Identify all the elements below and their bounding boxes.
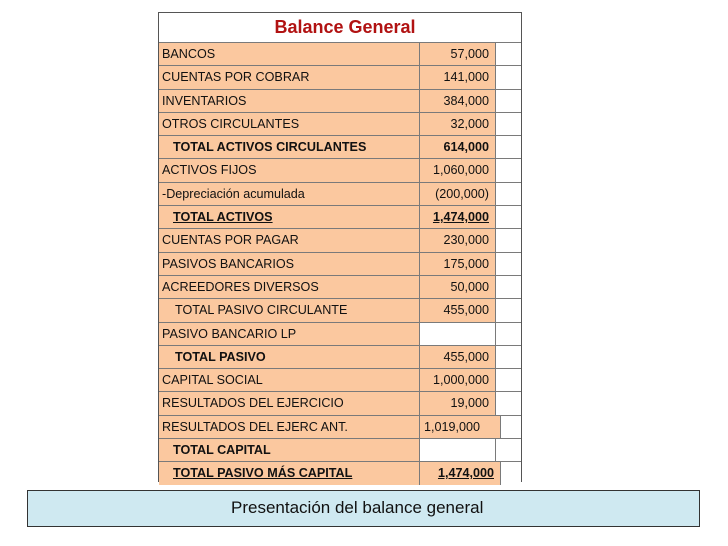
table-row xyxy=(159,89,521,112)
row-blank xyxy=(496,253,521,275)
table-row xyxy=(159,368,521,391)
row-value xyxy=(420,206,496,228)
row-label: BANCOS xyxy=(159,43,420,65)
row-label: TOTAL PASIVO CIRCULANTE xyxy=(159,299,420,321)
row-blank xyxy=(496,43,521,65)
row-value: 1,000,000 xyxy=(420,369,496,391)
row-label: CUENTAS POR PAGAR xyxy=(159,229,420,251)
row-value xyxy=(420,439,496,461)
row-blank xyxy=(496,392,521,414)
row-label: TOTAL CAPITAL xyxy=(159,439,420,461)
total-row xyxy=(159,461,521,484)
row-blank xyxy=(496,159,521,181)
row-blank xyxy=(496,369,521,391)
table-row xyxy=(159,415,521,438)
row-label: OTROS CIRCULANTES xyxy=(159,113,420,135)
row-blank xyxy=(496,276,521,298)
row-value: 50,000 xyxy=(420,276,496,298)
row-blank xyxy=(496,136,521,158)
row-value xyxy=(420,462,501,484)
total-row xyxy=(159,345,521,368)
table-row xyxy=(159,391,521,414)
table-row xyxy=(159,158,521,181)
row-blank xyxy=(496,346,521,368)
row-value: 175,000 xyxy=(420,253,496,275)
row-blank xyxy=(496,66,521,88)
row-label: CUENTAS POR COBRAR xyxy=(159,66,420,88)
row-value: 32,000 xyxy=(420,113,496,135)
row-value: 19,000 xyxy=(420,392,496,414)
row-label: -Depreciación acumulada xyxy=(159,183,420,205)
row-value: 1,019,000 xyxy=(420,416,501,438)
caption-text: Presentación del balance general xyxy=(231,498,484,517)
sheet-title: Balance General xyxy=(274,17,416,37)
row-value: 384,000 xyxy=(420,90,496,112)
row-label: TOTAL PASIVO xyxy=(159,346,420,368)
row-blank xyxy=(496,299,521,321)
subtotal-row xyxy=(159,298,521,321)
row-label: CAPITAL SOCIAL xyxy=(159,369,420,391)
row-value: 1,060,000 xyxy=(420,159,496,181)
row-label xyxy=(159,462,420,484)
row-label: RESULTADOS DEL EJERC ANT. xyxy=(159,416,420,438)
row-label: ACTIVOS FIJOS xyxy=(159,159,420,181)
table-row xyxy=(159,228,521,251)
balance-sheet xyxy=(158,12,522,482)
total-row xyxy=(159,205,521,228)
table-row xyxy=(159,42,521,65)
row-blank xyxy=(496,206,521,228)
row-value: 57,000 xyxy=(420,43,496,65)
row-label xyxy=(159,206,420,228)
table-row xyxy=(159,275,521,298)
row-label: PASIVOS BANCARIOS xyxy=(159,253,420,275)
row-label: RESULTADOS DEL EJERCICIO xyxy=(159,392,420,414)
row-label: TOTAL ACTIVOS CIRCULANTES xyxy=(159,136,420,158)
row-value: 230,000 xyxy=(420,229,496,251)
table-row xyxy=(159,112,521,135)
total-row xyxy=(159,135,521,158)
row-label-text: TOTAL ACTIVOS xyxy=(173,210,273,225)
row-label: PASIVO BANCARIO LP xyxy=(159,323,420,345)
row-label-text: TOTAL PASIVO MÁS CAPITAL xyxy=(173,466,353,481)
table-row xyxy=(159,65,521,88)
row-value: (200,000) xyxy=(420,183,496,205)
row-blank xyxy=(496,229,521,251)
total-row xyxy=(159,438,521,461)
row-blank xyxy=(501,462,521,484)
table-row xyxy=(159,182,521,205)
row-value-text: 1,474,000 xyxy=(437,466,494,481)
table-row xyxy=(159,322,521,345)
row-value: 455,000 xyxy=(420,346,496,368)
row-blank xyxy=(501,416,521,438)
row-value: 455,000 xyxy=(420,299,496,321)
row-label: INVENTARIOS xyxy=(159,90,420,112)
row-value xyxy=(420,323,496,345)
caption-box xyxy=(27,490,700,527)
row-value: 614,000 xyxy=(420,136,496,158)
row-blank xyxy=(496,183,521,205)
row-blank xyxy=(496,323,521,345)
table-row xyxy=(159,252,521,275)
row-value: 141,000 xyxy=(420,66,496,88)
row-blank xyxy=(496,439,521,461)
row-value-text: 1,474,000 xyxy=(432,210,489,225)
row-blank xyxy=(496,90,521,112)
row-label: ACREEDORES DIVERSOS xyxy=(159,276,420,298)
row-blank xyxy=(496,113,521,135)
